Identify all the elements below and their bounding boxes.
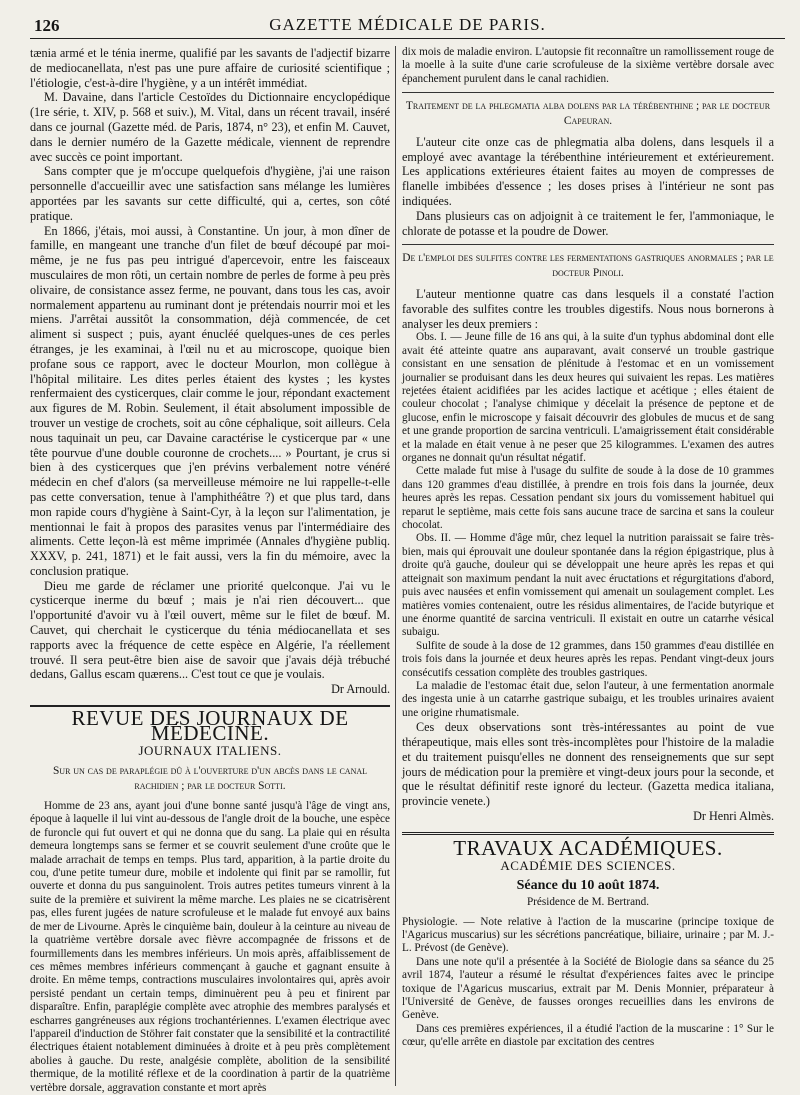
- section-title: REVUE DES JOURNAUX DE MÉDECINE.: [71, 706, 349, 745]
- paragraph: Dans ces premières expériences, il a étudié l'action de la muscarine : 1° Sur le cœur, qu'elle arrête en diastole par excitation des centres: [402, 1022, 774, 1049]
- paragraph: dix mois de maladie environ. L'autopsie fit reconnaître un ramollissement rouge de la moelle à la suite d'une carie scrofuleuse de la sixième vertèbre dorsale avec épanchement purulent dans le canal rachidien.: [402, 46, 774, 85]
- paragraph: Dieu me garde de réclamer une priorité quelconque. J'ai vu le cysticerque inerme du bœuf ; mais je n'ai rien découvert... que l'opportunité d'avoir vu à l'œil ouvert, même sur le filet de bœuf. M. Cauvet, qui cherchait le cysticerque du ténia médiocanellata et ses rapports avec la fréquence de cette espèce en Algérie, l'a réellement trouvé. Il sera peut-être bien aise de savoir que j'avais déjà trébuché dedans, Gallus escam quærens... C'est tout ce que je voulais.: [30, 578, 390, 682]
- section-title: TRAVAUX ACADÉMIQUES.: [453, 835, 723, 860]
- section-subtitle: JOURNAUX ITALIENS.: [138, 742, 282, 758]
- section-subtitle: ACADÉMIE DES SCIENCES.: [500, 857, 676, 873]
- running-title: GAZETTE MÉDICALE DE PARIS.: [269, 15, 546, 34]
- paragraph: L'auteur cite onze cas de phlegmatia alba dolens, dans lesquels il a employé avec avantage la térébenthine intérieurement et extérieurement. Les applications extérieures étaient faites au moyen de compresses de flanelle imbibées d'essence ; les doses prises à l'intérieur ne sont pas indiquées.: [402, 134, 774, 208]
- observation: Obs. I. — Jeune fille de 16 ans qui, à la suite d'un typhus abdominal dont elle avait été atteinte quatre ans auparavant, avait conservé un trouble gastrique consistant en une sensation de plénitude à l'estomac et en un vomissement journalier se produisant dans les deux heures qui suivaient les repas. Les matières rejetées étaient acidifiées par les acides lactique et acétique ; elles étaient de couleur chocolat ; l'analyse chimique y décelait la présence de peptone et de glucose, enfin le microscope y faisait découvrir des globules de mucus et de sang et une grande proportion de sarcina ventriculi. L'amaigrissement était considérable et la malade en était venue à ne peser que 25 kilogrammes. L'examen des autres organes ne donnait qu'un résultat négatif.: [402, 331, 774, 465]
- right-column: [402, 46, 774, 1086]
- left-column: [30, 46, 390, 1094]
- paragraph: M. Davaine, dans l'article Cestoïdes du Dictionnaire encyclopédique (1re série, t. XIV, p. 568 et suiv.), M. Vital, dans un récent travail, inséré dans ce journal (Gazette méd. de Paris, 1874, n° 23), et enfin M. Cauvet, dans le dernier numéro de la Gazette médicale, viennent de reprendre avec succès ce point important.: [30, 90, 390, 164]
- paragraph: L'auteur mentionne quatre cas dans lesquels il a constaté l'action favorable des sulfites contre les troubles digestifs. Nous nous bornerons à analyser les deux premiers :: [402, 286, 774, 331]
- article-title: Traitement de la phlegmatia alba dolens par la térébenthine ; par le docteur Capeuran.: [405, 100, 771, 128]
- article-divider: [402, 244, 774, 245]
- paragraph: tænia armé et le ténia inerme, qualifié par les savants de l'adjectif bizarre de mediocanellata, n'est pas une pure affaire de curiosité scientifique ; l'étiologie, c'est-à-dire l'hygiène, y a un intérêt immédiat.: [30, 46, 390, 90]
- observation: Sulfite de soude à la dose de 12 grammes, dans 150 grammes d'eau distillée en trois fois dans la journée et deux heures après les repas. Pendant vingt-deux jours consécutifs cessation complète des troubles gastriques.: [402, 639, 774, 679]
- session-date: Séance du 10 août 1874.: [516, 878, 660, 894]
- article-title: De l'emploi des sulfites contre les fermentations gastriques anormales ; par le docteur Pinoli.: [402, 252, 774, 280]
- page-number: 126: [34, 16, 60, 35]
- observation: La maladie de l'estomac était due, selon l'auteur, à une fermentation anormale des ingesta unie à un catarrhe gastrique subaigu, et les troubles urinaires avaient une origine rhumatismale.: [402, 679, 774, 719]
- article-title: Sur un cas de paraplégie dû à l'ouverture d'un abcès dans le canal rachidien ; par le docteur Sotti.: [52, 765, 368, 793]
- page-header: [30, 10, 785, 39]
- observation: Cette malade fut mise à l'usage du sulfite de soude à la dose de 10 grammes dans 120 grammes d'eau distillée, à prendre en trois fois dans la journée, deux heures après les repas. Cessation pendant six jours du vomissement habituel qui reparut le septième, mais cette fois sans aucune trace de sarcina et sans la couleur chocolat.: [402, 465, 774, 532]
- observation: Obs. II. — Homme d'âge mûr, chez lequel la nutrition paraissait se faire très-bien, mais qui éprouvait une douleur spontanée dans la région épigastrique, plus à droite qu'à gauche, douleur qui se développait une heure après les repas et qui atteignait son maximum pendant la nuit avec éructations et régurgitations d'abord, puis avec nausées et enfin vomissement qui amenait un soulagement complet. Les matières vomies contenaient, outre les résidus alimentaires, de l'acide butyrique et une énorme quantité de sarcina ventriculi. Il existait en outre un catarrhe vésical subaigu.: [402, 532, 774, 639]
- paragraph: En 1866, j'étais, moi aussi, à Constantine. Un jour, à mon dîner de famille, en mangeant une tranche d'un filet de bœuf découpé par moi-même, je ne fus pas peu intrigué d'apercevoir, entre les faisceaux musculaires de mon rôti, un certain nombre de perles de forme à peu près olivaire, de consistance assez ferme, ne pouvant, dans tous les cas, avoir normalement appartenu au ruminant dont je prétendais nourrir moi et les miens. J'arrêtai aussitôt la consommation, déjà commencée, de cet aliment si suspect ; puis, ayant énucléé quelques-unes de ces perles étranges, je les examinai, à l'œil nu et au microscope, quoique bien profane sous ce rapport, avec le docteur Mourlon, mon collègue à l'hôpital militaire. Les dites perles étaient des kystes ; les kystes renfermaient des cysticerques, clair comme le jour, répondant exactement aux figures de M. Robin. Seulement, il était absolument impossible de trouver un vestige de crochets, soit au cône céphalique, soit ailleurs. Cela nous taquinait un peu, car Davaine caractérise le cysticerque par « une tête pourvue d'une double couronne de crochets.... » Pourtant, je crus si bien à des cysticerques que j'en prévins verbalement notre vénéré médecin en chef d'alors (sa merveilleuse mémoire ne lui rappelle-t-elle pas cette conversation, tenue à l'amphithéâtre ?) et que plus tard, dans mon rapide cours d'hygiène à Saint-Cyr, à la leçon sur l'alimentation, je mentionnai le fait à propos des parasites venus par l'intermédiaire des aliments. Cette leçon-là est même imprimée (Annales d'hygiène publiq. XXXV, p. 241, 1871) et le fait aussi, vers la fin du mémoire, avec la conclusion pratique.: [30, 223, 390, 578]
- column-divider: [395, 46, 396, 1086]
- paragraph: Dans plusieurs cas on adjoignit à ce traitement le fer, l'ammoniaque, le chlorate de potasse et la poudre de Dower.: [402, 208, 774, 238]
- article-title: Physiologie. — Note relative à l'action de la muscarine (principe toxique de l'Agaricus muscarius) sur les sécrétions pancréatique, biliaire, urinaire ; par M. J.-L. Prévost (de Genève).: [402, 915, 774, 955]
- paragraph: Sans compter que je m'occupe quelquefois d'hygiène, j'ai une raison personnelle d'accueillir avec une satisfaction sans mélange les lumières apportées par les savants sur cette difficulté, qui a, certes, son côté pratique.: [30, 164, 390, 223]
- signature: Dr Arnould.: [331, 682, 390, 697]
- paragraph: Homme de 23 ans, ayant joui d'une bonne santé jusqu'à l'âge de vingt ans, époque à laquelle il lui vint au-dessous de l'angle droit de la bouche, une espèce de furoncle qui fut ouvert et qui ne donna que du sang. La plaie qui en résulta demeura longtemps sans se fermer et se couvrit seulement d'une croûte que le malade arrachait de temps en temps. Plus tard, apparition, à la partie droite du cou, d'une petite tumeur dure, mobile et indolente qui finit par se ramollir, fut ouverte et donna du pus sanguinolent. Trois autres petites tumeurs vinrent à la suite de la première et suivirent la même marche. Les plaies ne se cicatrisèrent pas, elles furent jugées de nature scrofuleuse et le malade fut envoyé aux bains de mer de Livourne. Après le cinquième bain, douleur à la ceinture au niveau de la quatrième vertèbre dorsale avec fièvre accompagnée de frissons et de fourmillements dans les membres inférieurs. Un mois après, affaiblissement de ces mêmes membres inférieurs commençant à gauche et gagnant ensuite à droite. En même temps, contractions musculaires involontaires qui, après avoir persisté pendant un certain temps, diminuèrent peu à peu et finirent par disparaître. Enfin, paraplégie complète avec atrophie des membres paralysés et escharres gangréneuses aux régions trochantériennes. L'examen électrique avec l'appareil d'induction de Stöhrer fait constater que la sensibilité et la contractilité électriques étaient notablement diminuées à droite et à peu près complètement abolies à gauche. Du reste, analgésie complète, abolition de la sensibilité thermique, de la motilité réflexe et de la coordination à partir de la quatrième vertèbre dorsale, aggravation constante et mort après: [30, 800, 390, 1094]
- paragraph: Dans une note qu'il a présentée à la Société de Biologie dans sa séance du 25 avril 1874, l'auteur a résumé le résultat d'expériences faites avec le principe toxique de l'Agaricus muscarius, extrait par M. Denis Monnier, préparateur à l'Université de Genève, de fausses oronges recueillies dans les environs de Genève.: [402, 955, 774, 1022]
- presidence: Présidence de M. Bertrand.: [526, 896, 650, 909]
- signature: Dr Henri Almès.: [693, 808, 774, 823]
- section-divider: [402, 832, 774, 835]
- paragraph: Ces deux observations sont très-intéressantes au point de vue thérapeutique, mais elles sont très-incomplètes pour l'histoire de la maladie et du traitement puisqu'elles ne donnent des renseignements que sur sept jours de médication pour la première et vingt-deux jours pour la seconde, et que le résultat définitif reste ignoré du lecteur. (Gazetta medica italiana, provincie venete.): [402, 720, 774, 809]
- article-divider: [402, 92, 774, 93]
